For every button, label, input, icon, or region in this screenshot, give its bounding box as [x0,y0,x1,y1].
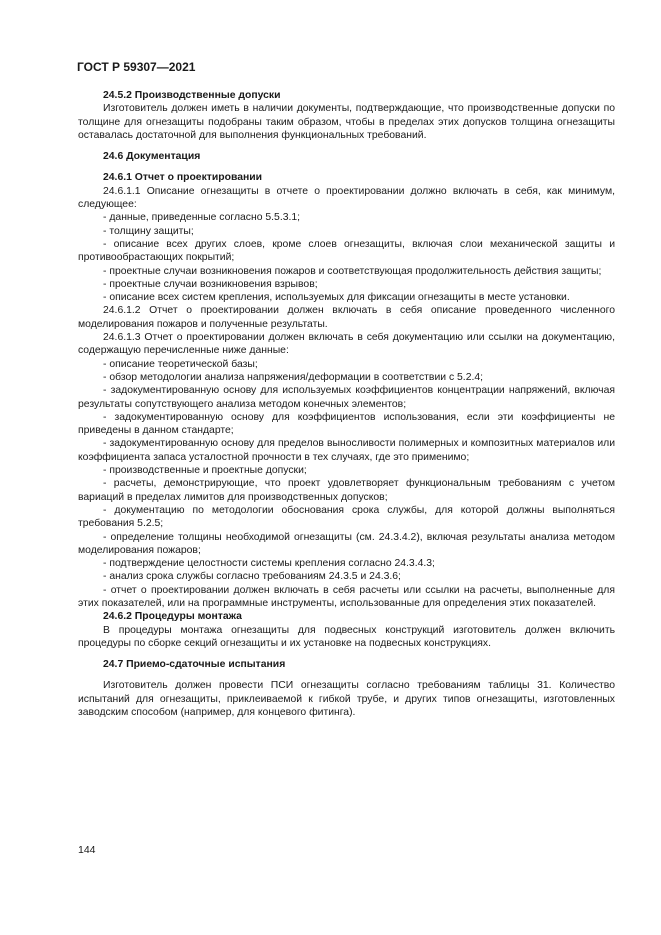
list-item: - определение толщины необходимой огнезащиты (см. 24.3.4.2), включая результаты анализа методом моделирования пожаров; [78,531,615,556]
paragraph-24-6-1-1: 24.6.1.1 Описание огнезащиты в отчете о проектировании должно включать в себя, как минимум, следующее: [78,185,615,211]
list-item: - проектные случаи возникновения пожаров и соответствующая продолжительность действия защиты; [103,265,602,277]
list-item: - описание всех систем крепления, используемых для фиксации огнезащиты в месте установки. [103,292,570,304]
list-item: - расчеты, демонстрирующие, что проект удовлетворяет функциональным требованиям с учетом вариаций в пределах лимитов для производственных допусков; [78,478,615,503]
list-item: - толщину защиты; [103,225,194,237]
section-heading-24-7: 24.7 Приемо-сдаточные испытания [103,659,286,671]
list-item: - документацию по методологии обоснования срока службы, для которой должны выполняться требования 5.2.5; [78,504,615,530]
list-item: - анализ срока службы согласно требованиям 24.3.5 и 24.3.6; [103,571,401,583]
page-content [78,89,615,719]
section-heading-24-5-2: 24.5.2 Производственные допуски [103,90,281,101]
list-item: - отчет о проектировании должен включать в себя расчеты или ссылки на расчеты, выполненные для этих показателей, или на программные инструменты, использованные для определения этих показателей. [78,584,615,609]
section-heading-24-6: 24.6 Документация [103,151,201,163]
list-item: - обзор методологии анализа напряжения/деформации в соответствии с 5.2.4; [103,371,484,383]
paragraph-24-6-2: В процедуры монтажа огнезащиты для подвесных конструкций изготовитель должен включить процедуры по сборке секций огнезащиты и их установке на подвесных конструкциях. [78,624,615,649]
page-number: 144 [78,844,96,856]
list-item: - задокументированную основу для коэффициентов использования, если эти коэффициенты не приведены в данном стандарте; [78,411,615,437]
list-item: - задокументированную основу для пределов выносливости полимерных и композитных материалов или коэффициента запаса усталостной прочности в тех случаях, где это применимо; [78,438,615,463]
list-item: - производственные и проектные допуски; [103,465,307,477]
section-heading-24-6-2: 24.6.2 Процедуры монтажа [103,611,242,623]
paragraph-24-7: Изготовитель должен провести ПСИ огнезащиты согласно требованиям таблицы 31. Количество испытаний для огнезащиты, приклеиваемой к гибкой трубе, и других типов огнезащиты, изготовленных заводским способом (например, для концевого фитинга). [78,680,615,719]
section-heading-24-6-1: 24.6.1 Отчет о проектировании [103,172,263,184]
document-code: ГОСТ Р 59307—2021 [77,60,196,74]
list-item: - описание всех других слоев, кроме слоев огнезащиты, включая слои механической защиты и противообрастающих покрытий; [78,238,615,264]
paragraph-24-6-1-2: 24.6.1.2 Отчет о проектировании должен включать в себя описание проведенного численного моделирования пожаров и полученные результаты. [78,305,615,330]
list-item: - проектные случаи возникновения взрывов; [103,278,318,290]
paragraph-24-5-2: Изготовитель должен иметь в наличии документы, подтверждающие, что производственные допуски по толщине для огнезащиты подобраны таким образом, чтобы в пределах этих допусков толщина огнезащиты оставалась достаточной для выполнения функциональных требований. [78,103,615,141]
list-item: - данные, приведенные согласно 5.5.3.1; [103,212,301,224]
paragraph-24-6-1-3: 24.6.1.3 Отчет о проектировании должен включать в себя документацию или ссылки на документацию, содержащую перечисленные ниже данные: [78,332,615,357]
list-item: - задокументированную основу для используемых коэффициентов концентрации напряжений, включая результаты сопутствующего анализа методом конечных элементов; [78,385,615,410]
list-item: - подтверждение целостности системы крепления согласно 24.3.4.3; [103,558,435,570]
list-item: - описание теоретической базы; [103,358,258,370]
